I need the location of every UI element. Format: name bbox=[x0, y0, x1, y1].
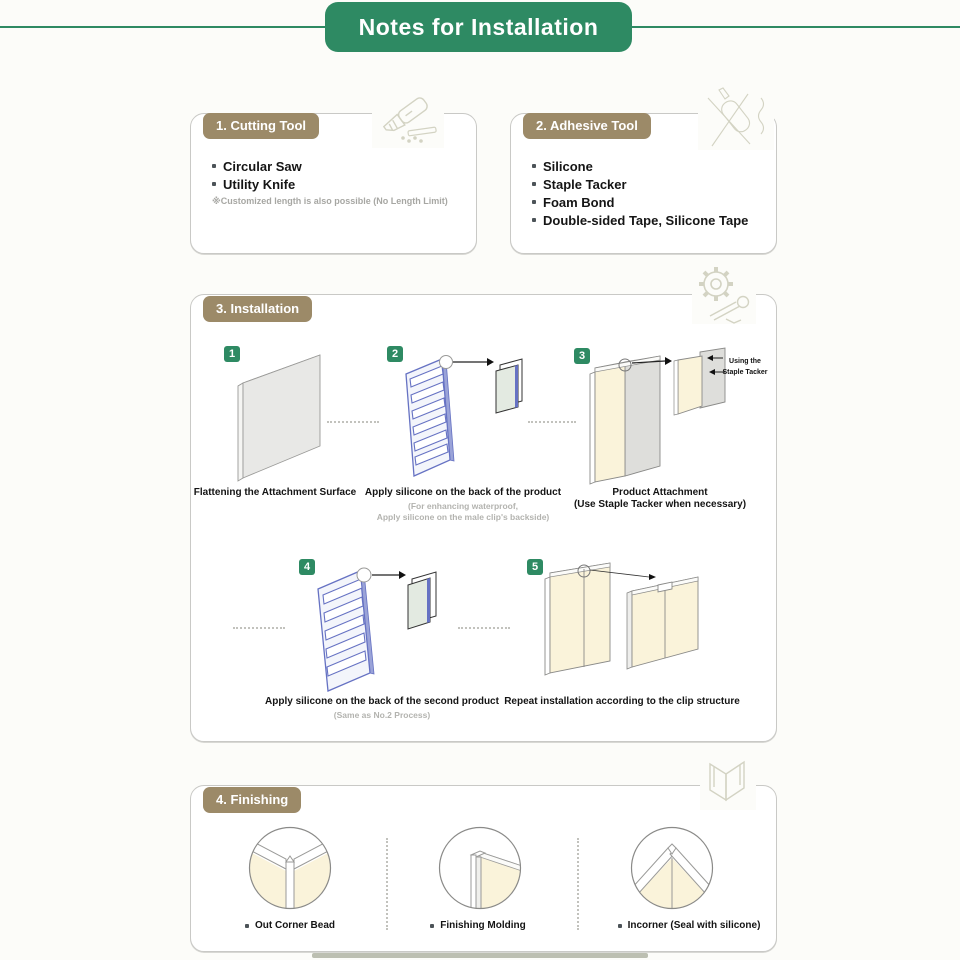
step1-panel-illustration bbox=[232, 348, 327, 488]
tool-name: Silicone bbox=[543, 158, 593, 174]
adhesive-tool-list bbox=[532, 157, 748, 229]
step4-caption: Apply silicone on the back of the second product bbox=[265, 696, 499, 707]
bullet-icon bbox=[212, 164, 216, 168]
dotted-separator bbox=[458, 627, 510, 629]
bullet-icon bbox=[532, 182, 536, 186]
adhesive-tool-label: 2. Adhesive Tool bbox=[523, 113, 651, 139]
bullet-icon bbox=[212, 182, 216, 186]
list-item bbox=[532, 211, 748, 229]
step-badge-3: 3 bbox=[574, 348, 590, 364]
finishing-molding-illustration bbox=[438, 826, 522, 915]
cutting-note: ※Customized length is also possible (No Length Limit) bbox=[212, 196, 448, 206]
bullet-icon bbox=[532, 200, 536, 204]
incorner-illustration bbox=[630, 826, 714, 915]
step-badge-1: 1 bbox=[224, 346, 240, 362]
list-item bbox=[532, 157, 748, 175]
list-item bbox=[532, 193, 748, 211]
step3-attachment-illustration bbox=[585, 346, 735, 493]
utility-knife-icon bbox=[372, 88, 444, 148]
cutting-tool-list bbox=[212, 157, 448, 207]
tool-name: Utility Knife bbox=[223, 176, 296, 192]
annotation-line: Staple Tacker bbox=[722, 369, 768, 376]
dotted-separator bbox=[577, 838, 579, 930]
step3-subcaption: (Use Staple Tacker when necessary) bbox=[573, 499, 747, 510]
cutting-tool-label: 1. Cutting Tool bbox=[203, 113, 319, 139]
tool-name: Double-sided Tape, Silicone Tape bbox=[543, 212, 749, 228]
finishing-item-label: Finishing Molding bbox=[440, 920, 526, 931]
bullet-icon bbox=[245, 924, 249, 928]
step2-subcaption: (For enhancing waterproof, bbox=[407, 501, 519, 511]
dotted-separator bbox=[327, 421, 379, 423]
step2-silicone-illustration bbox=[396, 352, 528, 487]
step2-caption: Apply silicone on the back of the product bbox=[364, 487, 562, 498]
finishing-item bbox=[190, 920, 390, 931]
tool-name: Circular Saw bbox=[223, 158, 302, 174]
dotted-separator bbox=[233, 627, 285, 629]
step3-annotation bbox=[718, 356, 772, 378]
out-corner-bead-illustration bbox=[248, 826, 332, 915]
installation-label: 3. Installation bbox=[203, 296, 312, 322]
annotation-line: Using the bbox=[729, 358, 761, 365]
step1-caption: Flattening the Attachment Surface bbox=[193, 487, 357, 498]
gear-wrench-icon bbox=[692, 262, 756, 324]
bullet-icon bbox=[618, 924, 622, 928]
list-item bbox=[212, 157, 448, 175]
step-badge-5: 5 bbox=[527, 559, 543, 575]
bullet-icon bbox=[430, 924, 434, 928]
bullet-icon bbox=[532, 218, 536, 222]
page-title: Notes for Installation bbox=[325, 2, 632, 52]
step-badge-2: 2 bbox=[387, 346, 403, 362]
step5-clip-illustration bbox=[540, 557, 740, 694]
finishing-label: 4. Finishing bbox=[203, 787, 301, 813]
finishing-item-label: Out Corner Bead bbox=[254, 920, 335, 931]
finishing-item bbox=[378, 920, 578, 931]
next-page-banner-edge bbox=[312, 953, 648, 958]
finishing-item bbox=[564, 920, 814, 931]
dotted-separator bbox=[528, 421, 576, 423]
caulk-gun-icon bbox=[698, 86, 774, 150]
step5-caption: Repeat installation according to the clip structure bbox=[504, 696, 740, 707]
finishing-item-label: Incorner (Seal with silicone) bbox=[627, 920, 761, 931]
corner-molding-icon bbox=[700, 756, 756, 810]
tool-name: Foam Bond bbox=[543, 194, 615, 210]
dotted-separator bbox=[386, 838, 388, 930]
step4-subcaption: (Same as No.2 Process) bbox=[333, 710, 431, 720]
step3-caption: Product Attachment bbox=[612, 487, 708, 498]
list-item bbox=[532, 175, 748, 193]
step-badge-4: 4 bbox=[299, 559, 315, 575]
bullet-icon bbox=[532, 164, 536, 168]
step4-silicone-illustration bbox=[310, 563, 445, 700]
step2-subcaption: Apply silicone on the male clip's backside) bbox=[376, 512, 550, 522]
list-item bbox=[212, 175, 448, 193]
tool-name: Staple Tacker bbox=[543, 176, 627, 192]
